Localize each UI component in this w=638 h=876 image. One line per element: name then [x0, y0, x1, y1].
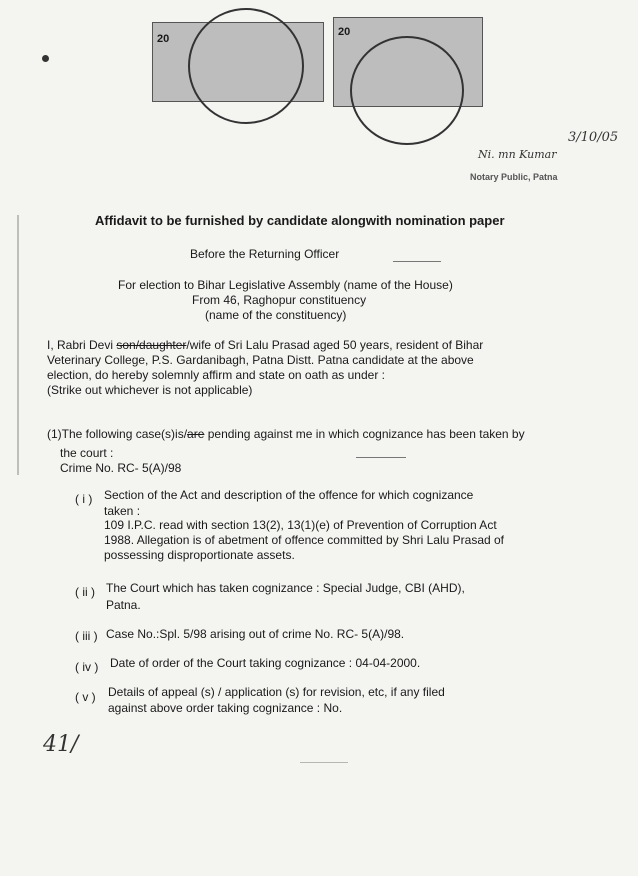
page-title: Affidavit to be furnished by candidate alongwith nomination paper [95, 213, 505, 228]
constituency-line: From 46, Raghopur constituency [192, 293, 367, 307]
notary-date: 3/10/05 [568, 130, 619, 145]
case-intro-line-1 [47, 427, 525, 442]
intro-line-4: (Strike out whichever is not applicable) [47, 383, 253, 397]
item-number: ( i ) [75, 492, 93, 506]
margin-mark: 41/ [43, 732, 79, 757]
blank-line [393, 261, 441, 262]
item-line: Patna. [106, 598, 141, 612]
stamp-value-left: 20 [157, 33, 170, 45]
notary-label: Notary Public, Patna [470, 172, 558, 182]
stamp-value-right: 20 [338, 26, 351, 38]
case-intro-line-2: the court : [60, 446, 114, 460]
returning-officer-line: Before the Returning Officer [190, 247, 340, 261]
struck-text: son/daughter [116, 338, 187, 352]
item-line: against above order taking cognizance : No. [108, 701, 343, 715]
item-line: The Court which has taken cognizance : Special Judge, CBI (AHD), [106, 581, 465, 595]
crime-number: Crime No. RC- 5(A)/98 [60, 461, 182, 475]
item-line: Section of the Act and description of the offence for which cognizance [104, 488, 474, 502]
election-line: For election to Bihar Legislative Assembly (name of the House) [118, 278, 453, 292]
item-line: taken : [104, 504, 141, 518]
item-line: 1988. Allegation is of abetment of offence committed by Shri Lalu Prasad of [104, 533, 505, 547]
item-line: possessing disproportionate assets. [104, 548, 295, 562]
item-line: Date of order of the Court taking cognizance : 04-04-2000. [110, 656, 421, 670]
item-number: ( ii ) [75, 585, 95, 599]
case-text-b: pending against me in which cognizance has been taken by [204, 427, 525, 441]
constituency-note: (name of the constituency) [205, 308, 347, 322]
notary-signature: Ni. mn Kumar [478, 148, 557, 161]
case-struck-text: are [187, 427, 205, 441]
item-number: ( iv ) [75, 660, 99, 674]
item-line: 109 I.P.C. read with section 13(2), 13(1)(e) of Prevention of Corruption Act [104, 518, 497, 532]
intro-text-b: /wife of Sri Lalu Prasad aged 50 years, resident of Bihar [186, 338, 484, 352]
seal-right [350, 36, 464, 145]
intro-line-3: election, do hereby solemnly affirm and state on oath as under : [47, 368, 385, 382]
corner-mark [42, 55, 49, 62]
scan-mark [300, 762, 348, 763]
seal-left [188, 8, 304, 124]
item-number: ( v ) [75, 690, 96, 704]
margin-handwriting [17, 215, 37, 475]
item-line: Case No.:Spl. 5/98 arising out of crime No. RC- 5(A)/98. [106, 627, 405, 641]
case-text-a: (1)The following case(s)is/ [47, 427, 188, 441]
intro-line-2: Veterinary College, P.S. Gardanibagh, Patna Distt. Patna candidate at the above [47, 353, 474, 367]
intro-line-1 [47, 338, 483, 353]
item-line: Details of appeal (s) / application (s) for revision, etc, if any filed [108, 685, 445, 699]
intro-text-a: I, Rabri Devi [47, 338, 117, 352]
item-number: ( iii ) [75, 629, 98, 643]
blank-line-2 [356, 457, 406, 458]
